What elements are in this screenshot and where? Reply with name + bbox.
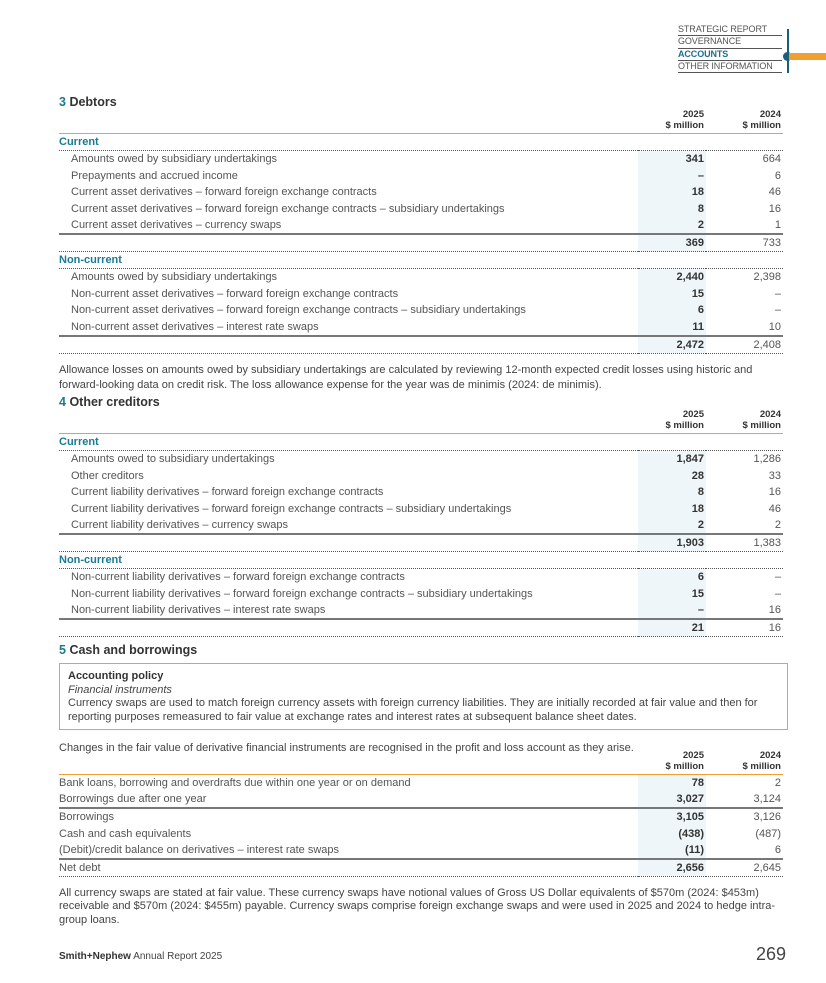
debtors-table (59, 109, 783, 354)
table-row (59, 151, 783, 168)
value-2025: 3,027 (638, 791, 706, 808)
value-2025: 2 (638, 217, 706, 234)
row-label: Current liability derivatives – forward foreign exchange contracts – subsidiary undertakings (71, 502, 512, 515)
row-label: Other creditors (71, 469, 144, 482)
table-row (59, 319, 783, 336)
table-row (59, 302, 783, 319)
table-row (59, 842, 783, 859)
row-label (59, 234, 638, 252)
value-2024: 2,408 (706, 336, 783, 354)
value-2025: 1,847 (638, 451, 706, 468)
cash-note: All currency swaps are stated at fair value. These currency swaps have notional values of Gross US Dollar equivalents of $570m (2024: $453m) receivable and $570m (2024: $455m) payable. Currency swaps comprise foreign exchange swaps and were used in 2025 and 2024 to hedge intra-group loans. (59, 886, 776, 926)
row-label: Net debt (59, 859, 638, 877)
value-2024: (487) (755, 827, 781, 840)
row-label: Current asset derivatives – currency swaps (71, 219, 282, 232)
table-row (59, 217, 783, 234)
row-label: Current asset derivatives – forward foreign exchange contracts – subsidiary undertakings (71, 202, 505, 215)
table-row (59, 501, 783, 518)
value-2025: 15 (638, 585, 706, 602)
section-title: Debtors (69, 95, 117, 109)
value-2025: 2 (638, 517, 706, 534)
policy-subtitle: Financial instruments (68, 683, 172, 696)
value-2024: 2,398 (753, 271, 781, 284)
value-2024: – (774, 287, 781, 300)
table-row (59, 451, 783, 468)
header-2025: 2025 $ million (638, 109, 706, 134)
footer-publication: Annual Report 2025 (133, 951, 223, 962)
value-2025: 18 (638, 501, 706, 518)
value-2025: 8 (638, 484, 706, 501)
nav-active-tab (789, 53, 826, 60)
row-label: Non-current liability derivatives – forward foreign exchange contracts (71, 571, 405, 584)
table-row (59, 825, 783, 842)
row-label: Non-current liability derivatives – interest rate swaps (71, 604, 326, 617)
value-2024: 1,286 (753, 453, 781, 466)
footer-brand: Smith+Nephew (59, 951, 131, 962)
value-2024: – (774, 304, 781, 317)
value-2025: 2,440 (638, 269, 706, 286)
value-2024: 16 (706, 619, 783, 637)
table-row (59, 775, 783, 792)
creditors-table (59, 409, 783, 637)
row-label: Borrowings due after one year (59, 793, 207, 806)
row-label: Cash and cash equivalents (59, 827, 192, 840)
section-title: Cash and borrowings (69, 643, 198, 657)
value-2025: – (638, 167, 706, 184)
value-2024: 2 (774, 777, 781, 790)
table-row (59, 184, 783, 201)
section-label: Non-current (59, 552, 783, 569)
section-label: Non-current (59, 252, 783, 269)
table-row (59, 285, 783, 302)
value-2024: 16 (768, 604, 781, 617)
row-label: Amounts owed to subsidiary undertakings (71, 453, 275, 466)
value-2025: 341 (638, 151, 706, 168)
policy-text: Currency swaps are used to match foreign currency assets with foreign currency liabilities. They are initially recorded at fair value and then for reporting purposes remeasured to fair value at exchange rates and interest rates at subsequent balance sheet dates. (68, 697, 758, 723)
row-label: Current liability derivatives – currency swaps (71, 519, 289, 532)
value-2025: 11 (638, 319, 706, 336)
cash-intro: Changes in the fair value of derivative financial instruments are recognised in the profit and loss account as they arise. (59, 742, 634, 754)
table-row (59, 484, 783, 501)
value-2025: 2,656 (638, 859, 706, 877)
value-2024: 733 (706, 234, 783, 252)
cash-table (59, 750, 783, 877)
value-2025: 1,903 (638, 534, 706, 552)
debtors-note: Allowance losses on amounts owed by subsidiary undertakings are calculated by reviewing 12-month expected credit losses using historic and forward-looking data on credit risk. The loss allowance expense for the year was de minimis (2024: de minimis). (59, 363, 753, 391)
table-row (59, 201, 783, 218)
table-section-heading (59, 252, 783, 269)
section-label: Current (59, 134, 783, 151)
value-2024: 1 (774, 219, 781, 232)
value-2024: 6 (774, 843, 781, 856)
row-label: Current liability derivatives – forward foreign exchange contracts (71, 486, 384, 499)
value-2025: 15 (638, 285, 706, 302)
table-row (59, 467, 783, 484)
value-2024: – (774, 571, 781, 584)
cash-section (59, 643, 786, 927)
nav-strategic-report[interactable]: STRATEGIC REPORT (678, 24, 782, 36)
section-title: Other creditors (69, 395, 160, 409)
table-row (59, 569, 783, 586)
nav-rail (787, 29, 789, 73)
accounting-policy-box (59, 663, 788, 730)
header-2025: 2025 $ million (638, 409, 706, 434)
row-label: Non-current asset derivatives – interest rate swaps (71, 320, 319, 333)
nav-accounts[interactable]: ACCOUNTS (678, 49, 782, 61)
value-2024: 46 (768, 186, 781, 199)
table-header (59, 109, 783, 134)
value-2025: 78 (638, 775, 706, 792)
row-label: Amounts owed by subsidiary undertakings (71, 271, 278, 284)
value-2024: 46 (768, 502, 781, 515)
row-label: Borrowings (59, 808, 638, 825)
section-number: 3 (59, 95, 66, 109)
value-2024: 16 (768, 486, 781, 499)
page-number: 269 (755, 944, 786, 964)
row-label: Bank loans, borrowing and overdrafts due within one year or on demand (59, 777, 411, 790)
header-2024: 2024 $ million (706, 409, 783, 434)
footer (59, 951, 222, 962)
table-section-heading (59, 552, 783, 569)
header-2024: 2024 $ million (706, 109, 783, 134)
value-2024: 2,645 (706, 859, 783, 877)
header-2025: 2025 $ million (638, 750, 706, 775)
header-label (59, 109, 638, 134)
section-heading (59, 643, 786, 661)
value-2025: (11) (638, 842, 706, 859)
value-2025: 2,472 (638, 336, 706, 354)
value-2024: 3,126 (706, 808, 783, 825)
value-2025: 8 (638, 201, 706, 218)
row-label: Current asset derivatives – forward foreign exchange contracts (71, 186, 377, 199)
section-nav (678, 24, 782, 73)
value-2025: 21 (638, 619, 706, 637)
value-2024: 33 (768, 469, 781, 482)
table-row (59, 585, 783, 602)
value-2024: 6 (774, 169, 781, 182)
header-label (59, 409, 638, 434)
row-label (59, 336, 638, 354)
table-row (59, 167, 783, 184)
value-2025: 18 (638, 184, 706, 201)
total-row (59, 619, 783, 637)
total-row (59, 859, 783, 877)
creditors-section (59, 395, 786, 637)
value-2025: 369 (638, 234, 706, 252)
section-label: Current (59, 434, 783, 451)
table-section-heading (59, 134, 783, 151)
row-label: Non-current asset derivatives – forward foreign exchange contracts – subsidiary undertakings (71, 304, 526, 317)
row-label: Non-current liability derivatives – forward foreign exchange contracts – subsidiary undertakings (71, 587, 533, 600)
value-2025: 3,105 (638, 808, 706, 825)
section-number: 4 (59, 395, 66, 409)
policy-title: Accounting policy (68, 670, 164, 682)
row-label: Non-current asset derivatives – forward foreign exchange contracts (71, 287, 399, 300)
row-label (59, 534, 638, 552)
table-row (59, 517, 783, 534)
total-row (59, 336, 783, 354)
row-label (59, 619, 638, 637)
value-2025: 6 (638, 302, 706, 319)
value-2025: 28 (638, 467, 706, 484)
table-row (59, 269, 783, 286)
debtors-section (59, 95, 786, 393)
value-2024: 664 (762, 153, 781, 166)
table-row (59, 791, 783, 808)
table-header (59, 409, 783, 434)
section-number: 5 (59, 643, 66, 657)
table-row (59, 602, 783, 619)
value-2024: 1,383 (706, 534, 783, 552)
row-label: (Debit)/credit balance on derivatives – interest rate swaps (59, 843, 340, 856)
nav-governance[interactable]: GOVERNANCE (678, 36, 782, 48)
row-label: Amounts owed by subsidiary undertakings (71, 153, 278, 166)
value-2024: 10 (768, 320, 781, 333)
total-row (59, 534, 783, 552)
table-section-heading (59, 434, 783, 451)
value-2024: 2 (774, 519, 781, 532)
value-2025: 6 (638, 569, 706, 586)
value-2025: – (638, 602, 706, 619)
value-2024: 16 (768, 202, 781, 215)
total-row (59, 234, 783, 252)
total-row (59, 808, 783, 825)
header-2024: 2024 $ million (706, 750, 783, 775)
value-2024: 3,124 (753, 793, 781, 806)
row-label: Prepayments and accrued income (71, 169, 238, 182)
value-2024: – (774, 587, 781, 600)
value-2025: (438) (638, 825, 706, 842)
nav-other-information[interactable]: OTHER INFORMATION (678, 61, 782, 73)
